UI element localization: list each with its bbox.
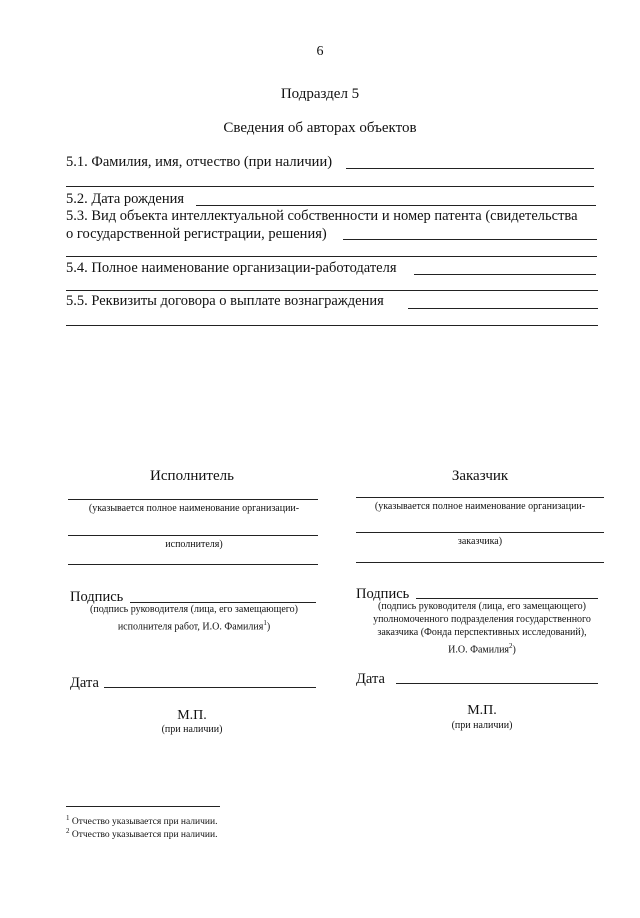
- customer-heading: Заказчик: [451, 468, 509, 484]
- executor-name-line-2[interactable]: [68, 535, 318, 536]
- field-5-4-label: 5.4. Полное наименование организации-работодателя: [66, 260, 397, 276]
- field-5-4-continuation-line[interactable]: [66, 290, 598, 291]
- field-5-1-input-line[interactable]: [346, 168, 594, 169]
- customer-signature-hint-3: заказчика (Фонда перспективных исследований),: [377, 627, 587, 638]
- executor-heading: Исполнитель: [150, 468, 234, 484]
- executor-date-label: Дата: [70, 675, 99, 691]
- field-5-3-continuation-line[interactable]: [66, 256, 597, 257]
- customer-stamp: М.П.: [467, 703, 497, 718]
- footnote-1: $^1$ Отчество указывается при наличии.: [66, 814, 218, 828]
- field-5-2-input-line[interactable]: [196, 205, 596, 206]
- page-number: 6: [316, 44, 324, 59]
- executor-name-line-3[interactable]: [68, 564, 318, 565]
- executor-date-line[interactable]: [104, 687, 316, 688]
- executor-stamp: М.П.: [177, 708, 207, 723]
- executor-signature-hint-1: (подпись руководителя (лица, его замещающего): [90, 604, 298, 615]
- customer-name-hint-2: заказчика): [457, 536, 503, 547]
- footnote-2: $^2$ Отчество указывается при наличии.: [66, 827, 218, 841]
- footnote-ref-1: 1: [263, 619, 267, 627]
- section-heading: Сведения об авторах объектов: [223, 120, 417, 136]
- executor-signature-line[interactable]: [130, 602, 316, 603]
- executor-stamp-hint: (при наличии): [161, 724, 223, 735]
- customer-signature-line[interactable]: [416, 598, 598, 599]
- executor-name-hint-1: (указывается полное наименование организации-: [88, 503, 300, 514]
- customer-name-line-3[interactable]: [356, 562, 604, 563]
- executor-signature-label: Подпись: [70, 589, 124, 605]
- field-5-4-input-line[interactable]: [414, 274, 596, 275]
- field-5-3-label-line1: 5.3. Вид объекта интеллектуальной собственности и номер патента (свидетельства: [66, 208, 578, 224]
- field-5-1-label: 5.1. Фамилия, имя, отчество (при наличии): [66, 154, 333, 170]
- customer-signature-label: Подпись: [356, 586, 410, 602]
- field-5-3-label-line2: о государственной регистрации, решения): [66, 226, 327, 242]
- subsection-title: Подраздел 5: [280, 86, 360, 102]
- customer-stamp-hint: (при наличии): [451, 720, 513, 731]
- customer-name-line[interactable]: [356, 497, 604, 498]
- customer-name-hint-1: (указывается полное наименование организации-: [374, 501, 586, 512]
- field-5-2-label: 5.2. Дата рождения: [66, 191, 185, 207]
- customer-date-label: Дата: [356, 671, 385, 687]
- field-5-5-continuation-line[interactable]: [66, 325, 598, 326]
- customer-signature-hint-1: (подпись руководителя (лица, его замещающего): [378, 601, 586, 612]
- customer-date-line[interactable]: [396, 683, 598, 684]
- customer-signature-hint-4: И.О. Фамилия$^2$): [448, 642, 516, 656]
- customer-signature-hint-2: уполномоченного подразделения государственного: [373, 614, 591, 625]
- field-5-5-label: 5.5. Реквизиты договора о выплате вознаграждения: [66, 293, 384, 309]
- footnote-ref-2: 2: [509, 642, 513, 650]
- executor-name-hint-2: исполнителя): [165, 539, 223, 550]
- field-5-3-input-line[interactable]: [343, 239, 597, 240]
- customer-name-line-2[interactable]: [356, 532, 604, 533]
- footnote-separator: [66, 806, 220, 807]
- field-5-5-input-line[interactable]: [408, 308, 598, 309]
- field-5-1-continuation-line[interactable]: [66, 186, 594, 187]
- executor-signature-hint-2: исполнителя работ, И.О. Фамилия$^1$): [117, 619, 271, 633]
- executor-name-line[interactable]: [68, 499, 318, 500]
